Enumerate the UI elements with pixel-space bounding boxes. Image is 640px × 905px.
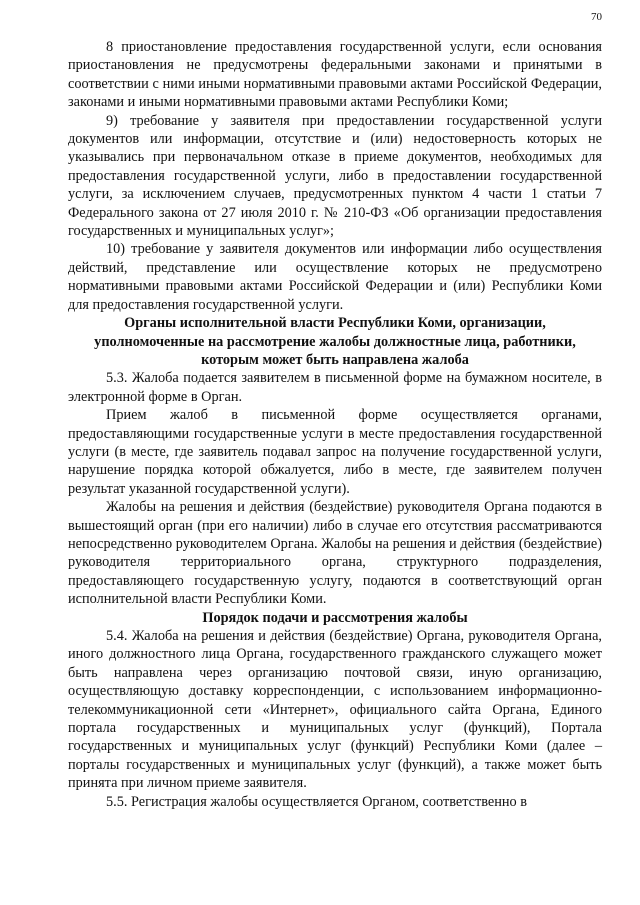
paragraph-5-5: 5.5. Регистрация жалобы осуществляется Органом, соответственно в <box>106 793 528 810</box>
paragraph-item-10: 10) требование у заявителя документов или информации либо осуществления действий, представление или осуществление которых не предусмотрено нормативными правовыми актами Российской Федерации и (или) Республики Коми для предоставления государственной услуги. <box>68 241 602 313</box>
paragraph-written-complaints: Прием жалоб в письменной форме осуществляется органами, предоставляющими государственные услуги в месте предоставления государственной услуги (в месте, где заявитель подавал запрос на получение государственной услуги, нарушение порядка которой обжалуется, либо в месте, где заявителем получен результат указанной государственной услуги). <box>68 407 602 497</box>
section-heading-complaint-bodies: Органы исполнительной власти Республики Коми, организации, уполномоченные на рассмотрение жалобы должностные лица, работники, которым может быть направлена жалоба <box>94 315 576 368</box>
section-heading-complaint-procedure: Порядок подачи и рассмотрения жалобы <box>202 609 468 626</box>
paragraph-5-4: 5.4. Жалоба на решения и действия (бездействие) Органа, руководителя Органа, иного должностного лица Органа, государственного гражданского служащего может быть направлена через организацию почтовой связи, иную организацию, осуществляющую доставку корреспонденции, с использованием информационно-телекоммуникационной сети «Интернет», официального сайта Органа, Единого портала государственных и муниципальных услуг (функций), Портала государственных и муниципальных услуг (функций) Республики Коми (далее – порталы государственных и муниципальных услуг (функций), а также может быть принята при личном приеме заявителя. <box>68 628 602 792</box>
page-number: 70 <box>591 11 602 23</box>
paragraph-item-8: 8 приостановление предоставления государственной услуги, если основания приостановления не предусмотрены федеральными законами и принятыми в соответствии с ними иными нормативными правовыми актами Российской Федерации, законами и иными нормативными правовыми актами Республики Коми; <box>68 39 602 111</box>
paragraph-item-9: 9) требование у заявителя при предоставлении государственной услуги документов или информации, отсутствие и (или) недостоверность которых не указывались при первоначальном отказе в приеме документов, необходимых для предоставления государственной услуги, либо в предоставлении государственной услуги, за исключением случаев, предусмотренных пунктом 4 части 1 статьи 7 Федерального закона от 27 июля 2010 г. № 210-ФЗ «Об организации предоставления государственных и муниципальных услуг»; <box>68 112 602 240</box>
paragraph-5-3: 5.3. Жалоба подается заявителем в письменной форме на бумажном носителе, в электронной форме в Орган. <box>68 370 602 405</box>
paragraph-complaints-head: Жалобы на решения и действия (бездействие) руководителя Органа подаются в вышестоящий орган (при его наличии) либо в случае его отсутствия рассматриваются непосредственно руководителем Органа. Жалобы на решения и действия (бездействие) руководителя территориального органа, структурного подразделения, предоставляющего государственную услугу, подаются в соответствующий орган исполнительной власти Республики Коми. <box>68 499 602 608</box>
document-body <box>68 38 602 811</box>
